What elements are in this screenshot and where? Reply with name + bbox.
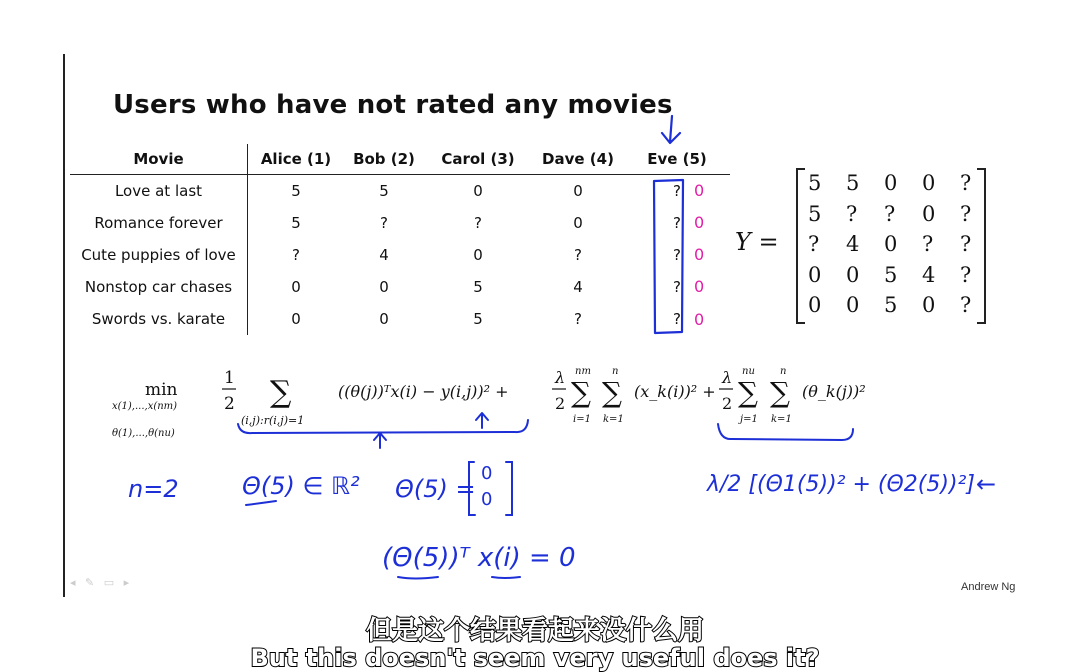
rating-cell-eve: ? [673,182,681,200]
slide-title: Users who have not rated any movies [113,90,673,120]
underline-stroke [246,501,276,505]
handwritten-notes [128,463,996,573]
matrix-cell: 5 [884,293,898,317]
rating-cell: 5 [291,214,301,232]
matrix-cell: 5 [808,171,822,195]
eve-column-box [654,180,683,333]
matrix-cell: ? [884,201,896,226]
objective-formula [112,366,866,439]
squared-error-term: ((θ(j))ᵀx(i) − y(i,j))² + [338,382,509,401]
sum-k2-upper: n [780,366,787,377]
handwritten-reg-expression: λ/2 [(Θ1(5))² + (Θ2(5))²] [707,472,975,497]
matrix-cell: 4 [846,232,860,256]
rating-cell: 0 [573,214,583,232]
handwritten-vec-1: 0 [481,489,493,510]
matrix-label: Y = [735,228,779,256]
eve-zero-annotations [694,181,704,329]
min-subscript-x: x(1),...,x(nm) [112,401,178,412]
matrix-cell: 0 [922,201,936,226]
rating-cell: 5 [379,182,389,200]
matrix-cell: 0 [846,262,860,287]
min-subscript-theta: θ(1),...,θ(nu) [112,428,175,439]
subtitle-english: But this doesn't seem very useful does it? [250,644,820,672]
rating-cell-eve: ? [673,214,681,232]
rating-cell: ? [574,310,582,328]
rating-cell: 0 [291,310,301,328]
handwritten-theta-vector: Θ(5) = [395,475,476,503]
matrix-cell: 0 [884,171,898,195]
rating-cell-eve: ? [673,278,681,296]
rating-cell: 0 [573,182,583,200]
matrix-cell: ? [960,293,972,317]
movie-cell: Love at last [70,175,248,208]
matrix-cell: ? [960,262,972,287]
underline-stroke [398,577,438,579]
matrix-cell: 0 [808,293,822,317]
rating-cell: ? [380,214,388,232]
up-arrow-icon [374,433,386,448]
author-credit: Andrew Ng [961,581,1016,593]
matrix-cell: 5 [846,171,860,195]
sum-j-lower: j=1 [740,414,758,425]
lambda-theta-denominator: 2 [722,394,733,413]
handwritten-prediction: (Θ(5))ᵀ x(i) = 0 [382,543,576,573]
matrix-cell: ? [808,232,820,256]
vector-right-bracket [506,462,512,515]
rating-cell: 0 [291,278,301,296]
matrix-cell: ? [846,201,858,226]
half-numerator: 1 [224,368,235,388]
matrix-cell: 0 [808,262,822,287]
rating-cell: 0 [473,246,483,264]
subtitle-chinese: 但是这个结果看起来没什么用 [365,616,704,646]
movie-cell: Swords vs. karate [70,303,248,335]
handwritten-vec-0: 0 [481,463,493,484]
matrix-cell: 5 [808,201,822,226]
rating-cell: 5 [473,310,483,328]
up-arrow-icon [476,413,488,428]
rating-cell: ? [292,246,300,264]
lambda-theta: λ [722,368,733,387]
header-carol: Carol (3) [424,144,532,175]
sum-i-upper: nm [575,366,591,377]
sum-i-lower: i=1 [573,414,591,425]
eve-zero: 0 [694,310,705,329]
sum-symbol-k: ∑ [602,376,622,409]
slide-toolbar-icons: ◂ ✎ ▭ ▸ [70,576,133,589]
rating-cell: 4 [379,246,389,264]
matrix-cell: 0 [846,293,860,317]
matrix-cell: ? [960,232,972,256]
down-arrow-icon [662,116,680,143]
header-eve: Eve (5) [624,144,730,175]
underline-stroke [492,577,520,578]
header-movie: Movie [70,144,248,175]
sum-k-lower: k=1 [603,414,624,425]
handwritten-n-equals: n=2 [128,475,179,503]
rating-cell: ? [574,246,582,264]
min-operator: min [145,380,178,400]
rating-cell: 0 [379,310,389,328]
header-dave: Dave (4) [532,144,624,175]
rating-cell: 5 [291,182,301,200]
formula-underbraces [238,413,853,448]
matrix-cell: ? [960,171,972,195]
matrix-cell: ? [960,201,972,226]
sum-subscript: (i,j):r(i,j)=1 [241,414,305,427]
lambda-x-denominator: 2 [555,394,566,413]
rating-cell: 0 [473,182,483,200]
matrix-cell: 0 [922,293,936,317]
rating-cell-eve: ? [673,310,681,328]
movie-cell: Nonstop car chases [70,271,248,303]
matrix-cell: 5 [884,262,898,287]
sum-symbol: ∑ [270,375,292,410]
movie-cell: Cute puppies of love [70,239,248,271]
sum-symbol-k2: ∑ [770,376,790,409]
reg-x-term: (x_k(i))² + [634,382,716,401]
rating-cell: ? [474,214,482,232]
rating-cell: 0 [379,278,389,296]
handwritten-theta-in-r: Θ(5) ∈ ℝ² [242,472,360,500]
sum-k-upper: n [612,366,619,377]
eve-annotation-ink [654,116,683,333]
movie-cell: Romance forever [70,207,248,239]
underbrace-theta-reg [718,424,853,440]
matrix-cell: 0 [922,171,936,195]
sum-j-upper: nu [742,366,755,377]
matrix-cell: 0 [884,232,898,256]
matrix-cell: 4 [922,262,936,287]
header-bob: Bob (2) [344,144,424,175]
header-alice: Alice (1) [248,144,345,175]
sum-symbol-j: ∑ [738,376,758,409]
eve-zero: 0 [694,213,705,232]
sum-k2-lower: k=1 [771,414,792,425]
matrix-cell: ? [922,232,934,256]
rating-cell: 5 [473,278,483,296]
half-denominator: 2 [224,394,235,414]
eve-zero: 0 [694,277,705,296]
eve-zero: 0 [694,181,705,200]
rating-cell: 4 [573,278,583,296]
sum-symbol-i: ∑ [571,376,591,409]
reg-theta-term: (θ_k(j))² [802,382,866,401]
handwritten-left-arrow: ← [976,470,997,498]
rating-cell-eve: ? [673,246,681,264]
eve-zero: 0 [694,245,705,264]
lambda-x: λ [555,368,566,387]
